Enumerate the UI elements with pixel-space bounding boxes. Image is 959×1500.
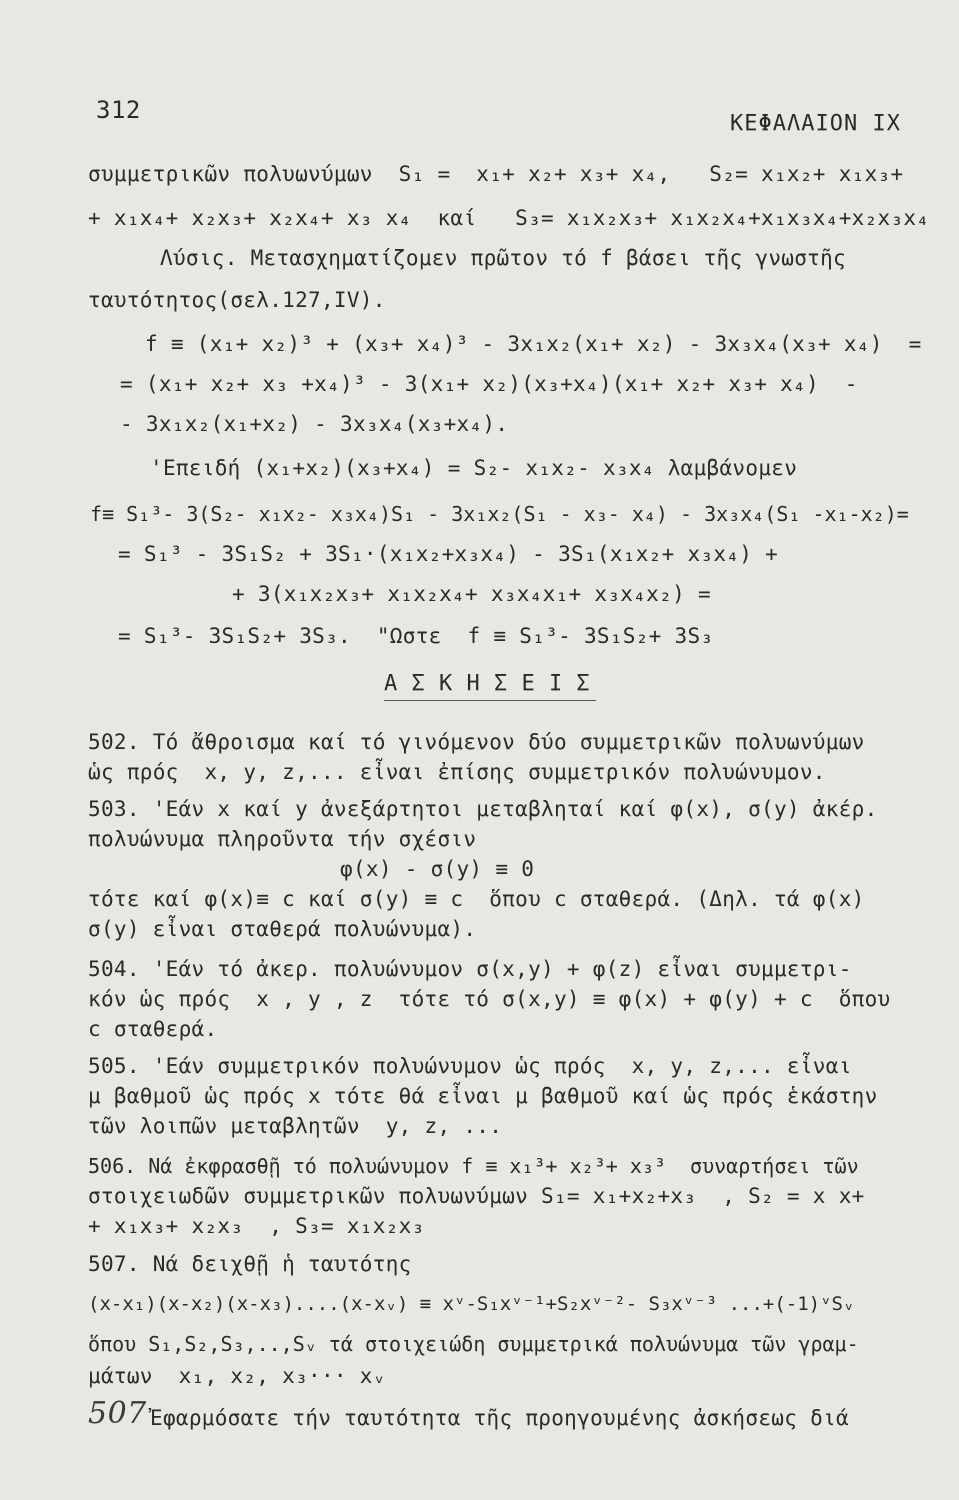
equation-line: = S₁³ - 3S₁S₂ + 3S₁·(x₁x₂+x₃x₄) - 3S₁(x₁x₂+ x₃x₄) + xyxy=(118,542,779,566)
equation-line: f≡ S₁³- 3(S₂- x₁x₂- x₃x₄)S₁ - 3x₁x₂(S₁ - x₃- x₄) - 3x₃x₄(S₁ -x₁-x₂)= xyxy=(90,502,909,526)
exercise-line: πολυώνυμα πληροῦντα τήν σχέσιν xyxy=(88,827,477,851)
equation-line: - 3x₁x₂(x₁+x₂) - 3x₃x₄(x₃+x₄). xyxy=(120,412,509,436)
exercise-line: στοιχειωδῶν συμμετρικῶν πολυωνύμων S₁= x₁+x₂+x₃ , S₂ = x x+ xyxy=(88,1184,865,1208)
exercise-line: 503. 'Εάν x καί y ἀνεξάρτητοι μεταβληταί καί φ(x), σ(y) ἀκέρ. xyxy=(88,797,878,821)
equation-line: f ≡ (x₁+ x₂)³ + (x₃+ x₄)³ - 3x₁x₂(x₁+ x₂) - 3x₃x₄(x₃+ x₄) = xyxy=(145,332,922,356)
exercise-line: + x₁x₃+ x₂x₃ , S₃= x₁x₂x₃ xyxy=(88,1214,425,1238)
exercise-line: Ἐφαρμόσατε τήν ταυτότητα τῆς προηγουμένης ἀσκήσεως διά xyxy=(150,1406,849,1430)
exercise-line: c σταθερά. xyxy=(88,1017,218,1041)
text-line: Λύσις. Μετασχηματίζομεν πρῶτον τό f βάσει τῆς γνωστῆς xyxy=(160,246,846,270)
exercise-line: 507. Νά δειχθῇ ἡ ταυτότης xyxy=(88,1252,412,1276)
handwritten-margin-note: 507 xyxy=(88,1396,147,1431)
exercise-line: μ βαθμοῦ ὡς πρός x τότε θά εἶναι μ βαθμοῦ καί ὡς πρός ἑκάστην xyxy=(88,1084,878,1108)
exercise-line: ὅπου S₁,S₂,S₃,..,Sᵥ τά στοιχειώδη συμμετρικά πολυώνυμα τῶν γραμ- xyxy=(88,1332,859,1356)
section-title: Α Σ Κ Η Σ Ε Ι Σ xyxy=(384,671,591,696)
exercise-line: σ(y) εἶναι σταθερά πολυώνυμα). xyxy=(88,917,477,941)
section-underline xyxy=(384,700,596,701)
exercise-equation: φ(x) - σ(y) ≡ 0 xyxy=(340,857,535,881)
equation-line: + 3(x₁x₂x₃+ x₁x₂x₄+ x₃x₄x₁+ x₃x₄x₂) = xyxy=(232,582,711,606)
equation-line: = (x₁+ x₂+ x₃ +x₄)³ - 3(x₁+ x₂)(x₃+x₄)(x₁+ x₂+ x₃+ x₄) - xyxy=(120,372,858,396)
exercise-line: τότε καί φ(x)≡ c καί σ(y) ≡ c ὅπου c σταθερά. (Δηλ. τά φ(x) xyxy=(88,887,865,911)
exercise-line: 505. 'Εάν συμμετρικόν πολυώνυμον ὡς πρός x, y, z,... εἶναι xyxy=(88,1054,852,1078)
exercise-line: κόν ὡς πρός x , y , z τότε τό σ(x,y) ≡ φ(x) + φ(y) + c ὅπου xyxy=(88,987,891,1011)
text-line: 'Επειδή (x₁+x₂)(x₃+x₄) = S₂- x₁x₂- x₃x₄ λαμβάνομεν xyxy=(150,456,798,480)
page-number: 312 xyxy=(96,96,141,124)
exercise-line: τῶν λοιπῶν μεταβλητῶν y, z, ... xyxy=(88,1114,503,1138)
text-line: ταυτότητος(σελ.127,IV). xyxy=(88,288,386,312)
exercise-line: ὡς πρός x, y, z,... εἶναι ἐπίσης συμμετρικόν πολυώνυμον. xyxy=(88,760,826,784)
equation-line: = S₁³- 3S₁S₂+ 3S₃. "Ωστε f ≡ S₁³- 3S₁S₂+ 3S₃ xyxy=(118,624,714,648)
text-line: + x₁x₄+ x₂x₃+ x₂x₄+ x₃ x₄ καί S₃= x₁x₂x₃+ x₁x₂x₄+x₁x₃x₄+x₂x₃x₄ xyxy=(88,206,930,230)
exercise-line: 504. 'Εάν τό ἀκερ. πολυώνυμον σ(x,y) + φ(z) εἶναι συμμετρι- xyxy=(88,957,852,981)
chapter-title: ΚΕΦΑΛΑΙΟΝ ΙΧ xyxy=(730,111,901,136)
text-line: συμμετρικῶν πολυωνύμων S₁ = x₁+ x₂+ x₃+ x₄, S₂= x₁x₂+ x₁x₃+ xyxy=(88,162,904,186)
exercise-equation: (x-x₁)(x-x₂)(x-x₃)....(x-xᵥ) ≡ xᵛ-S₁xᵛ⁻¹+S₂xᵛ⁻²- S₃xᵛ⁻³ ...+(-1)ᵛSᵥ xyxy=(88,1293,855,1315)
exercise-line: 502. Τό ἄθροισμα καί τό γινόμενον δύο συμμετρικῶν πολυωνύμων xyxy=(88,730,865,754)
exercise-line: μάτων x₁, x₂, x₃··· xᵥ xyxy=(88,1364,386,1388)
exercise-line: 506. Νά ἐκφρασθῇ τό πολυώνυμον f ≡ x₁³+ x₂³+ x₃³ συναρτήσει τῶν xyxy=(88,1154,859,1178)
